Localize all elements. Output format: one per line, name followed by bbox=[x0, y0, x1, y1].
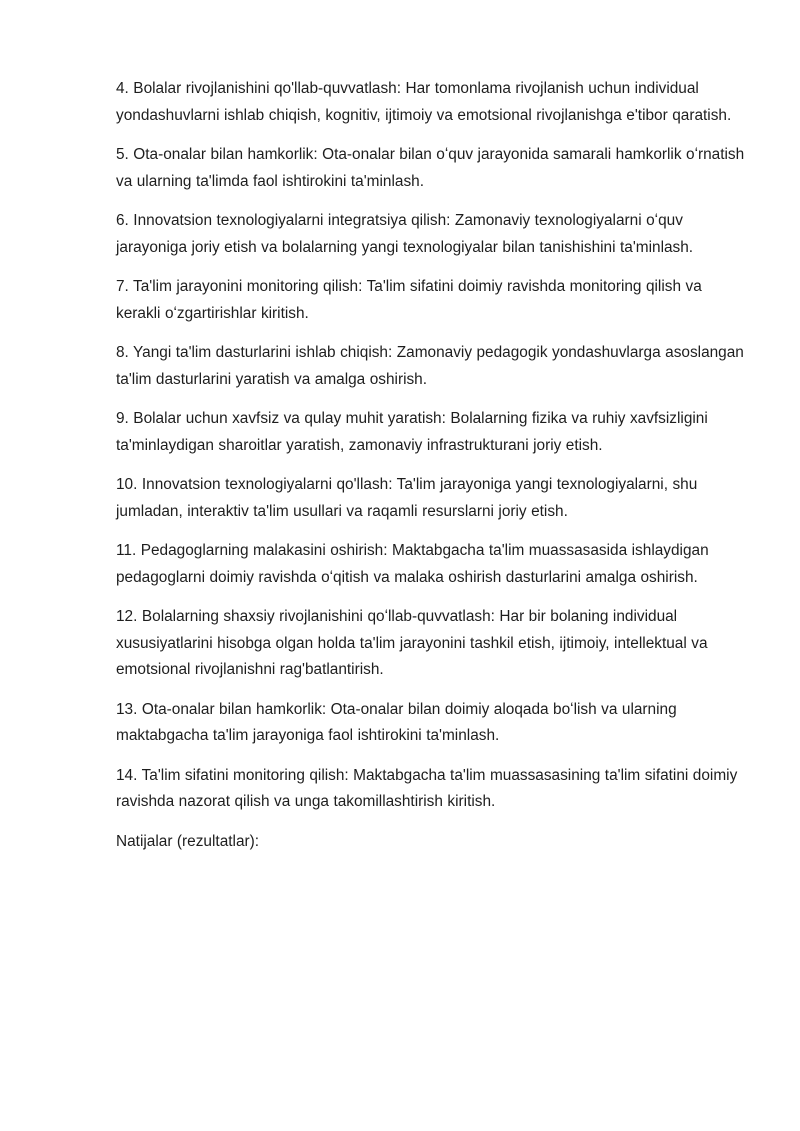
paragraph-item-4: 4. Bolalar rivojlanishini qo'llab-quvvatlash: Har tomonlama rivojlanish uchun individual yondashuvlarni ishlab chiqish, kognitiv, ijtimoiy va emotsional rivojlanishga e'tibor qaratish. bbox=[116, 80, 732, 124]
paragraph-item-11: 11. Pedagoglarning malakasini oshirish: Maktabgacha ta'lim muassasasida ishlaydigan pedagoglarni doimiy ravishda oʻqitish va malaka oshirish dasturlarini amalga oshirish. bbox=[116, 542, 709, 586]
paragraph-item-7: 7. Ta'lim jarayonini monitoring qilish: Ta'lim sifatini doimiy ravishda monitoring qilish va kerakli oʻzgartirishlar kiritish. bbox=[116, 278, 702, 322]
paragraph-item-9: 9. Bolalar uchun xavfsiz va qulay muhit yaratish: Bolalarning fizika va ruhiy xavfsizligini ta'minlaydigan sharoitlar yaratish, zamonaviy infrastrukturani joriy etish. bbox=[116, 410, 708, 454]
paragraph-item-13: 13. Ota-onalar bilan hamkorlik: Ota-onalar bilan doimiy aloqada boʻlish va ularning maktabgacha ta'lim jarayoniga faol ishtirokini ta'minlash. bbox=[116, 700, 677, 744]
paragraph-item-10: 10. Innovatsion texnologiyalarni qo'llash: Ta'lim jarayoniga yangi texnologiyalarni, shu jumladan, interaktiv ta'lim usullari va raqamli resurslarni joriy etish. bbox=[116, 476, 698, 520]
document-body bbox=[116, 76, 746, 868]
paragraph-item-5: 5. Ota-onalar bilan hamkorlik: Ota-onalar bilan oʻquv jarayonida samarali hamkorlik oʻrnatish va ularning ta'limda faol ishtirokini ta'minlash. bbox=[116, 146, 745, 190]
results-heading: Natijalar (rezultatlar): bbox=[116, 832, 260, 850]
paragraph-item-8: 8. Yangi ta'lim dasturlarini ishlab chiqish: Zamonaviy pedagogik yondashuvlarga asoslangan ta'lim dasturlarini yaratish va amalga oshirish. bbox=[116, 344, 744, 388]
paragraph-item-14: 14. Ta'lim sifatini monitoring qilish: Maktabgacha ta'lim muassasasining ta'lim sifatini doimiy ravishda nazorat qilish va unga takomillashtirish kiritish. bbox=[116, 766, 738, 810]
paragraph-item-12: 12. Bolalarning shaxsiy rivojlanishini qoʻllab-quvvatlash: Har bir bolaning individual xususiyatlarini hisobga olgan holda ta'lim jarayonini tashkil etish, ijtimoiy, intellektual va emotsional rivojlanishni rag'batlantirish. bbox=[116, 608, 708, 678]
paragraph-item-6: 6. Innovatsion texnologiyalarni integratsiya qilish: Zamonaviy texnologiyalarni oʻquv jarayoniga joriy etish va bolalarning yangi texnologiyalar bilan tanishishini ta'minlash. bbox=[116, 212, 694, 256]
